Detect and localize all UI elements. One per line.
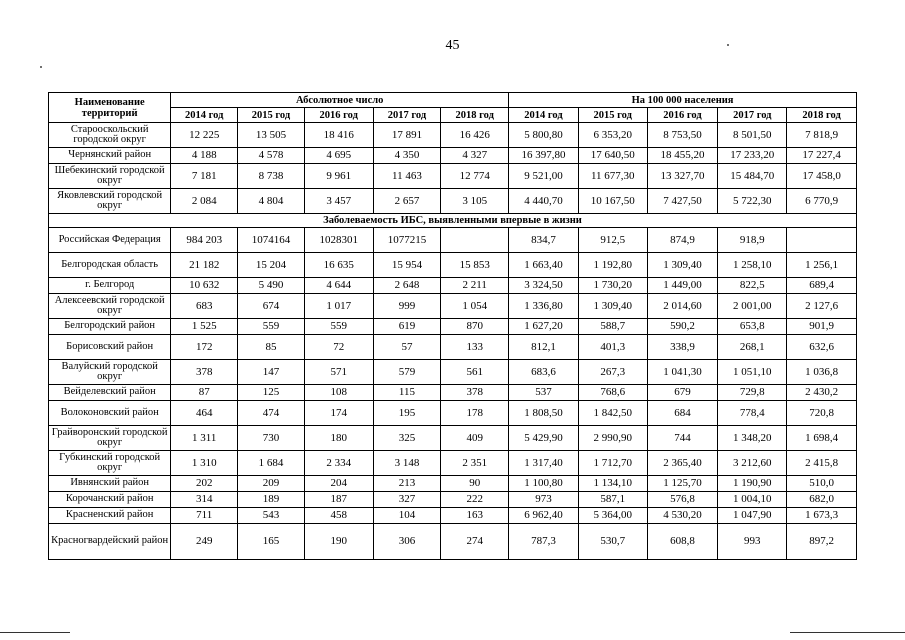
year-header-rate: 2014 год: [509, 108, 579, 123]
rate-value-cell: 8 501,50: [718, 123, 787, 148]
absolute-value-cell: 163: [441, 508, 509, 524]
absolute-value-cell: 15 853: [441, 253, 509, 278]
rate-value-cell: 4 440,70: [509, 189, 579, 214]
rate-value-cell: 682,0: [787, 492, 857, 508]
table-row: [49, 492, 857, 508]
absolute-value-cell: 249: [171, 524, 238, 560]
absolute-value-cell: 325: [373, 426, 441, 451]
territory-name-cell: Яковлевский городской округ: [49, 189, 171, 214]
absolute-value-cell: 579: [373, 360, 441, 385]
rate-value-cell: 1 192,80: [578, 253, 647, 278]
scan-speck: [40, 66, 42, 68]
rate-value-cell: 918,9: [718, 228, 787, 253]
territory-name-cell: Алексеевский городской округ: [49, 294, 171, 319]
absolute-value-cell: 172: [171, 335, 238, 360]
rate-value-cell: 1 309,40: [647, 253, 718, 278]
table-row: [49, 385, 857, 401]
absolute-value-cell: 1 017: [304, 294, 373, 319]
year-header-abs: 2014 год: [171, 108, 238, 123]
absolute-value-cell: 18 416: [304, 123, 373, 148]
absolute-value-cell: 2 351: [441, 451, 509, 476]
absolute-value-cell: 213: [373, 476, 441, 492]
absolute-value-cell: 85: [238, 335, 305, 360]
absolute-value-cell: [441, 228, 509, 253]
rate-value-cell: 5 364,00: [578, 508, 647, 524]
rate-value-cell: 1 673,3: [787, 508, 857, 524]
rate-value-cell: 768,6: [578, 385, 647, 401]
rate-value-cell: 537: [509, 385, 579, 401]
absolute-value-cell: 133: [441, 335, 509, 360]
absolute-value-cell: 72: [304, 335, 373, 360]
territory-name-cell: Борисовский район: [49, 335, 171, 360]
rate-value-cell: 267,3: [578, 360, 647, 385]
absolute-value-cell: 561: [441, 360, 509, 385]
rate-value-cell: 17 233,20: [718, 148, 787, 164]
table-body: [49, 123, 857, 560]
rate-value-cell: 268,1: [718, 335, 787, 360]
absolute-value-cell: 180: [304, 426, 373, 451]
territory-name-cell: Белгородская область: [49, 253, 171, 278]
table-row: [49, 426, 857, 451]
absolute-value-cell: 12 225: [171, 123, 238, 148]
rate-value-cell: 11 677,30: [578, 164, 647, 189]
table-row: [49, 401, 857, 426]
rate-value-cell: 973: [509, 492, 579, 508]
territory-header-line2: территорий: [81, 107, 138, 119]
rate-value-cell: 1 663,40: [509, 253, 579, 278]
rate-value-cell: 1 842,50: [578, 401, 647, 426]
table-row: [49, 524, 857, 560]
year-header-rate: 2017 год: [718, 108, 787, 123]
absolute-value-cell: 57: [373, 335, 441, 360]
rate-value-cell: 834,7: [509, 228, 579, 253]
rate-value-cell: 1 258,10: [718, 253, 787, 278]
absolute-value-cell: 16 635: [304, 253, 373, 278]
rate-value-cell: 17 227,4: [787, 148, 857, 164]
rate-value-cell: 1 190,90: [718, 476, 787, 492]
absolute-value-cell: 2 084: [171, 189, 238, 214]
absolute-value-cell: 190: [304, 524, 373, 560]
absolute-value-cell: 559: [304, 319, 373, 335]
absolute-value-cell: 4 695: [304, 148, 373, 164]
absolute-value-cell: 543: [238, 508, 305, 524]
absolute-value-cell: 984 203: [171, 228, 238, 253]
absolute-value-cell: 711: [171, 508, 238, 524]
table-row: [49, 476, 857, 492]
territory-name-cell: Грайворонский городской округ: [49, 426, 171, 451]
territory-name-cell: Волоконовский район: [49, 401, 171, 426]
rate-value-cell: 608,8: [647, 524, 718, 560]
year-header-abs: 2018 год: [441, 108, 509, 123]
absolute-value-cell: 1 310: [171, 451, 238, 476]
absolute-value-cell: 8 738: [238, 164, 305, 189]
year-header-rate: 2018 год: [787, 108, 857, 123]
rate-value-cell: 684: [647, 401, 718, 426]
rate-value-cell: 901,9: [787, 319, 857, 335]
absolute-value-cell: 187: [304, 492, 373, 508]
rate-value-cell: 1 256,1: [787, 253, 857, 278]
absolute-value-cell: 21 182: [171, 253, 238, 278]
absolute-value-cell: 730: [238, 426, 305, 451]
absolute-value-cell: 683: [171, 294, 238, 319]
rate-value-cell: 679: [647, 385, 718, 401]
rate-value-cell: 1 047,90: [718, 508, 787, 524]
absolute-value-cell: 174: [304, 401, 373, 426]
absolute-value-cell: 3 457: [304, 189, 373, 214]
statistics-table: [48, 92, 857, 560]
table-header: [49, 93, 857, 123]
territory-column-header: [49, 93, 171, 123]
absolute-value-cell: 870: [441, 319, 509, 335]
rate-value-cell: 1 051,10: [718, 360, 787, 385]
table-row: [49, 319, 857, 335]
absolute-value-cell: 4 578: [238, 148, 305, 164]
rate-value-cell: 6 353,20: [578, 123, 647, 148]
absolute-value-cell: 147: [238, 360, 305, 385]
absolute-group-header: Абсолютное число: [171, 93, 509, 108]
absolute-value-cell: 189: [238, 492, 305, 508]
rate-value-cell: 510,0: [787, 476, 857, 492]
rate-value-cell: 2 990,90: [578, 426, 647, 451]
rate-value-cell: 338,9: [647, 335, 718, 360]
year-header-rate: 2016 год: [647, 108, 718, 123]
absolute-value-cell: 5 490: [238, 278, 305, 294]
table-row: [49, 508, 857, 524]
table-row: [49, 123, 857, 148]
rate-value-cell: 8 753,50: [647, 123, 718, 148]
territory-name-cell: Российская Федерация: [49, 228, 171, 253]
absolute-value-cell: 274: [441, 524, 509, 560]
rate-value-cell: 632,6: [787, 335, 857, 360]
absolute-value-cell: 4 327: [441, 148, 509, 164]
absolute-value-cell: 559: [238, 319, 305, 335]
territory-name-cell: Красненский район: [49, 508, 171, 524]
rate-value-cell: 683,6: [509, 360, 579, 385]
absolute-value-cell: 15 954: [373, 253, 441, 278]
absolute-value-cell: 619: [373, 319, 441, 335]
rate-value-cell: 1 041,30: [647, 360, 718, 385]
rate-value-cell: 576,8: [647, 492, 718, 508]
absolute-value-cell: 222: [441, 492, 509, 508]
absolute-value-cell: 12 774: [441, 164, 509, 189]
rate-value-cell: 13 327,70: [647, 164, 718, 189]
rate-value-cell: 3 212,60: [718, 451, 787, 476]
table-row: [49, 278, 857, 294]
absolute-value-cell: 178: [441, 401, 509, 426]
rate-value-cell: 7 818,9: [787, 123, 857, 148]
rate-value-cell: 1 309,40: [578, 294, 647, 319]
absolute-value-cell: 314: [171, 492, 238, 508]
territory-header-line1: Наименование: [74, 96, 145, 108]
rate-value-cell: 1 808,50: [509, 401, 579, 426]
rate-value-cell: 18 455,20: [647, 148, 718, 164]
rate-value-cell: 1 712,70: [578, 451, 647, 476]
rate-value-cell: 588,7: [578, 319, 647, 335]
rate-value-cell: 744: [647, 426, 718, 451]
territory-name-cell: Корочанский район: [49, 492, 171, 508]
rate-value-cell: 1 698,4: [787, 426, 857, 451]
absolute-value-cell: 7 181: [171, 164, 238, 189]
territory-name-cell: Красногвардейский район: [49, 524, 171, 560]
rate-value-cell: 1 036,8: [787, 360, 857, 385]
rate-value-cell: 1 100,80: [509, 476, 579, 492]
absolute-value-cell: 474: [238, 401, 305, 426]
table-row: [49, 253, 857, 278]
section-title: Заболеваемость ИБС, выявленными впервые в жизни: [49, 214, 857, 228]
rate-value-cell: 401,3: [578, 335, 647, 360]
absolute-value-cell: 3 105: [441, 189, 509, 214]
absolute-value-cell: 16 426: [441, 123, 509, 148]
rate-value-cell: 9 521,00: [509, 164, 579, 189]
footer-rule-right: [790, 632, 905, 633]
absolute-value-cell: 165: [238, 524, 305, 560]
absolute-value-cell: 327: [373, 492, 441, 508]
table-row: [49, 360, 857, 385]
absolute-value-cell: 1077215: [373, 228, 441, 253]
rate-value-cell: 1 449,00: [647, 278, 718, 294]
territory-name-cell: Старооскольский городской округ: [49, 123, 171, 148]
absolute-value-cell: 378: [441, 385, 509, 401]
absolute-value-cell: 90: [441, 476, 509, 492]
rate-value-cell: 812,1: [509, 335, 579, 360]
year-header-rate: 2015 год: [578, 108, 647, 123]
absolute-value-cell: 9 961: [304, 164, 373, 189]
absolute-value-cell: 115: [373, 385, 441, 401]
rate-value-cell: 5 800,80: [509, 123, 579, 148]
rate-value-cell: 2 415,8: [787, 451, 857, 476]
territory-name-cell: Ивнянский район: [49, 476, 171, 492]
table-row: [49, 189, 857, 214]
absolute-value-cell: 1 054: [441, 294, 509, 319]
rate-value-cell: 5 429,90: [509, 426, 579, 451]
rate-value-cell: 6 770,9: [787, 189, 857, 214]
absolute-value-cell: 202: [171, 476, 238, 492]
rate-value-cell: 720,8: [787, 401, 857, 426]
table-row: [49, 294, 857, 319]
territory-name-cell: Белгородский район: [49, 319, 171, 335]
absolute-value-cell: 306: [373, 524, 441, 560]
territory-name-cell: Валуйский городской округ: [49, 360, 171, 385]
territory-name-cell: Губкинский городской округ: [49, 451, 171, 476]
absolute-value-cell: 1028301: [304, 228, 373, 253]
rate-value-cell: 17 458,0: [787, 164, 857, 189]
territory-name-cell: Шебекинский городской округ: [49, 164, 171, 189]
rate-value-cell: [787, 228, 857, 253]
rate-value-cell: 3 324,50: [509, 278, 579, 294]
absolute-value-cell: 409: [441, 426, 509, 451]
absolute-value-cell: 464: [171, 401, 238, 426]
rate-value-cell: 1 134,10: [578, 476, 647, 492]
rate-value-cell: 2 430,2: [787, 385, 857, 401]
table-row: [49, 335, 857, 360]
rate-value-cell: 587,1: [578, 492, 647, 508]
absolute-value-cell: 2 334: [304, 451, 373, 476]
rate-value-cell: 1 125,70: [647, 476, 718, 492]
year-header-abs: 2015 год: [238, 108, 305, 123]
rate-value-cell: 778,4: [718, 401, 787, 426]
rate-value-cell: 1 348,20: [718, 426, 787, 451]
absolute-value-cell: 4 350: [373, 148, 441, 164]
absolute-value-cell: 1 684: [238, 451, 305, 476]
absolute-value-cell: 104: [373, 508, 441, 524]
page-number: 45: [445, 38, 460, 53]
absolute-value-cell: 108: [304, 385, 373, 401]
rate-value-cell: 1 627,20: [509, 319, 579, 335]
absolute-value-cell: 378: [171, 360, 238, 385]
rate-value-cell: 2 014,60: [647, 294, 718, 319]
absolute-value-cell: 17 891: [373, 123, 441, 148]
absolute-value-cell: 2 648: [373, 278, 441, 294]
year-header-abs: 2016 год: [304, 108, 373, 123]
rate-value-cell: 4 530,20: [647, 508, 718, 524]
rate-value-cell: 17 640,50: [578, 148, 647, 164]
absolute-value-cell: 1074164: [238, 228, 305, 253]
absolute-value-cell: 87: [171, 385, 238, 401]
rate-value-cell: 590,2: [647, 319, 718, 335]
rate-value-cell: 7 427,50: [647, 189, 718, 214]
rate-value-cell: 2 001,00: [718, 294, 787, 319]
section-row: [49, 214, 857, 228]
territory-name-cell: Вейделевский район: [49, 385, 171, 401]
rate-value-cell: 2 365,40: [647, 451, 718, 476]
absolute-value-cell: 2 211: [441, 278, 509, 294]
rate-value-cell: 6 962,40: [509, 508, 579, 524]
rate-value-cell: 787,3: [509, 524, 579, 560]
rate-value-cell: 2 127,6: [787, 294, 857, 319]
territory-name-cell: г. Белгород: [49, 278, 171, 294]
absolute-value-cell: 195: [373, 401, 441, 426]
absolute-value-cell: 13 505: [238, 123, 305, 148]
absolute-value-cell: 15 204: [238, 253, 305, 278]
absolute-value-cell: 10 632: [171, 278, 238, 294]
table-row: [49, 228, 857, 253]
rate-value-cell: 822,5: [718, 278, 787, 294]
rate-value-cell: 1 730,20: [578, 278, 647, 294]
absolute-value-cell: 11 463: [373, 164, 441, 189]
absolute-value-cell: 1 525: [171, 319, 238, 335]
absolute-value-cell: 4 644: [304, 278, 373, 294]
absolute-value-cell: 1 311: [171, 426, 238, 451]
rate-value-cell: 1 317,40: [509, 451, 579, 476]
rate-value-cell: 5 722,30: [718, 189, 787, 214]
per-100k-group-header: На 100 000 населения: [509, 93, 857, 108]
rate-value-cell: 874,9: [647, 228, 718, 253]
absolute-value-cell: 204: [304, 476, 373, 492]
territory-name-cell: Чернянский район: [49, 148, 171, 164]
rate-value-cell: 653,8: [718, 319, 787, 335]
rate-value-cell: 15 484,70: [718, 164, 787, 189]
rate-value-cell: 912,5: [578, 228, 647, 253]
absolute-value-cell: 571: [304, 360, 373, 385]
absolute-value-cell: 674: [238, 294, 305, 319]
scan-speck: [727, 44, 729, 46]
table-row: [49, 148, 857, 164]
rate-value-cell: 993: [718, 524, 787, 560]
rate-value-cell: 729,8: [718, 385, 787, 401]
rate-value-cell: 16 397,80: [509, 148, 579, 164]
footer-rule-left: [0, 632, 70, 633]
rate-value-cell: 897,2: [787, 524, 857, 560]
rate-value-cell: 689,4: [787, 278, 857, 294]
absolute-value-cell: 458: [304, 508, 373, 524]
absolute-value-cell: 209: [238, 476, 305, 492]
rate-value-cell: 10 167,50: [578, 189, 647, 214]
year-header-abs: 2017 год: [373, 108, 441, 123]
absolute-value-cell: 999: [373, 294, 441, 319]
rate-value-cell: 530,7: [578, 524, 647, 560]
table-row: [49, 164, 857, 189]
absolute-value-cell: 3 148: [373, 451, 441, 476]
absolute-value-cell: 4 188: [171, 148, 238, 164]
table-row: [49, 451, 857, 476]
absolute-value-cell: 2 657: [373, 189, 441, 214]
absolute-value-cell: 125: [238, 385, 305, 401]
rate-value-cell: 1 336,80: [509, 294, 579, 319]
rate-value-cell: 1 004,10: [718, 492, 787, 508]
absolute-value-cell: 4 804: [238, 189, 305, 214]
